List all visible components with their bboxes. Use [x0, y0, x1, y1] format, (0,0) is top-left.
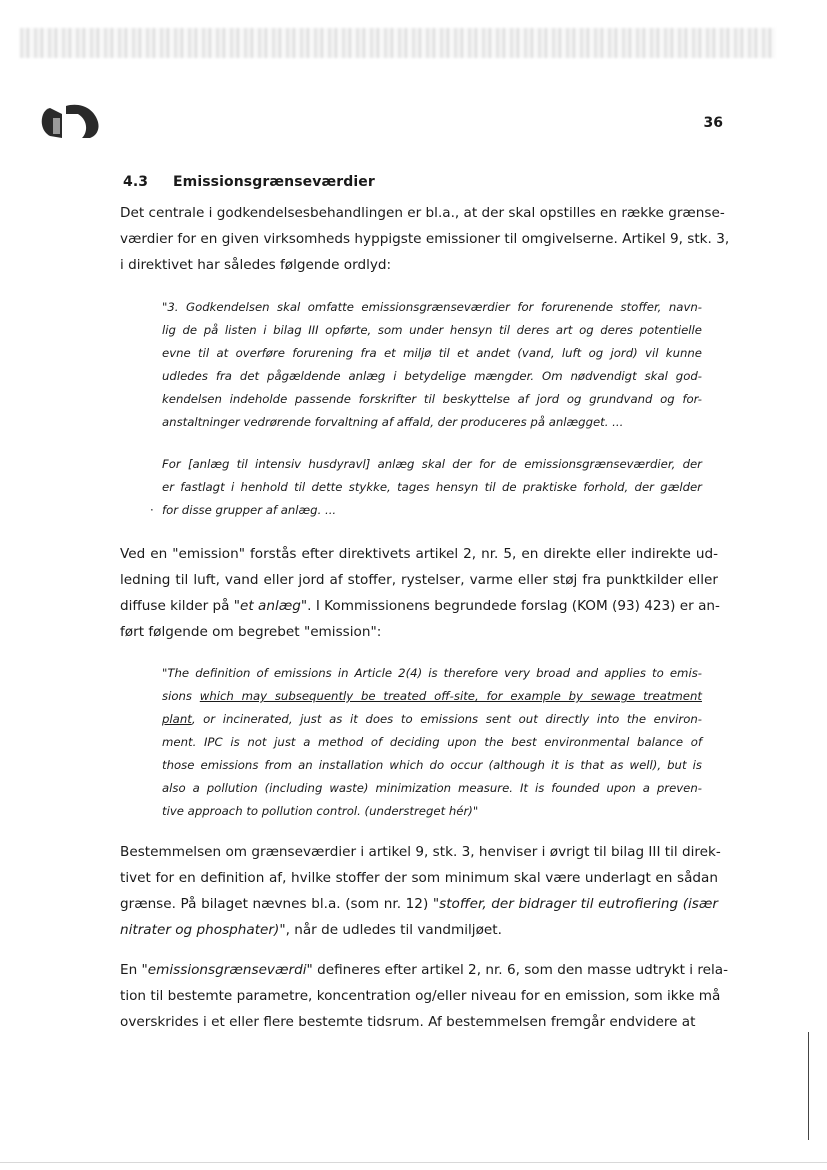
section-number: 4.3 — [123, 174, 149, 190]
quote-article-9 — [162, 296, 702, 434]
text-line — [120, 917, 718, 943]
text-run: defineres efter artikel 2, nr. 6, som den masse udtrykt i rela- — [312, 962, 729, 978]
text-run: diffuse kilder på — [120, 598, 234, 614]
publisher-logo-icon — [36, 100, 106, 142]
section-heading — [123, 174, 375, 190]
stray-dot: · — [150, 503, 154, 517]
quote-line: udledes fra det pågældende anlæg i betydelige mængder. Om nødvendigt skal god- — [162, 369, 702, 383]
text-line — [120, 957, 729, 983]
quote-line — [162, 685, 702, 708]
text-line: i direktivet har således følgende ordlyd: — [120, 257, 392, 273]
scan-artifact-band — [20, 28, 775, 58]
text-run: , når de udledes til vandmiljøet. — [285, 922, 502, 938]
text-run: sions — [162, 689, 200, 703]
underlined-phrase: plant — [162, 712, 192, 726]
quoted-term: "stoffer, der bidrager til eutrofiering (især — [432, 896, 718, 912]
quote-line: lig de på listen i bilag III opførte, som under hensyn til deres art og deres potentielle — [162, 323, 702, 337]
text-run: grænse. På bilaget nævnes bl.a. (som nr. 12) — [120, 896, 433, 912]
text-line: Bestemmelsen om grænseværdier i artikel 9, stk. 3, henviser i øvrigt til bilag III til direk- — [120, 844, 721, 860]
quote-line: ment. IPC is not just a method of deciding upon the best environmental balance of — [162, 735, 702, 749]
paragraph-emission — [120, 541, 718, 645]
text-line: Det centrale i godkendelsesbehandlingen er bl.a., at der skal opstilles en række grænse- — [120, 205, 725, 221]
text-line: tivet for en definition af, hvilke stoffer der som minimum skal være underlagt en sådan — [120, 870, 718, 886]
text-line: ført følgende om begrebet "emission": — [120, 624, 382, 640]
quote-ipc — [162, 662, 702, 823]
text-line: værdier for en given virksomheds hyppigste emissioner til omgivelserne. Artikel 9, stk. 3, — [120, 231, 730, 247]
quote-line: tive approach to pollution control. (understreget hér)" — [162, 804, 479, 818]
quote-line: For [anlæg til intensiv husdyravl] anlæg skal der for de emissionsgrænseværdier, der — [162, 457, 702, 471]
scan-edge-line — [808, 1032, 809, 1140]
quote-line: those emissions from an installation which do occur (although it is that as well), but is — [162, 758, 702, 772]
text-line: overskrides i et eller flere bestemte tidsrum. Af bestemmelsen fremgår endvidere at — [120, 1014, 696, 1030]
scan-bottom-edge — [0, 1162, 827, 1163]
quote-line: anstaltninger vedrørende forvaltning af affald, der produceres på anlægget. ... — [162, 415, 624, 429]
underlined-phrase: which may subsequently be treated off-site, for example by sewage treatment — [199, 689, 702, 703]
quote-line: also a pollution (including waste) minimization measure. It is founded upon a preven- — [162, 781, 702, 795]
quote-line: "The definition of emissions in Article 2(4) is therefore very broad and applies to emis- — [162, 666, 702, 680]
section-title: Emissionsgrænseværdier — [173, 174, 375, 190]
quote-line — [150, 499, 702, 522]
text-run: . I Kommissionens begrundede forslag (KOM (93) 423) er an- — [307, 598, 720, 614]
term-et-anlaeg: "et anlæg" — [233, 598, 308, 614]
quote-line-text: for disse grupper af anlæg. ... — [162, 503, 337, 517]
text-line — [120, 593, 718, 619]
text-run: , or incinerated, just as it does to emissions sent out directly into the environ- — [191, 712, 702, 726]
quote-line — [162, 708, 702, 731]
text-line: ledning til luft, vand eller jord af stoffer, rystelser, varme eller støj fra punktkilder eller — [120, 572, 718, 588]
quote-line: er fastlagt i henhold til dette stykke, tages hensyn til de praktiske forhold, der gælder — [162, 480, 702, 494]
text-line — [120, 891, 718, 917]
quoted-term: "emissionsgrænseværdi" — [141, 962, 313, 978]
page-number: 36 — [703, 115, 723, 131]
paragraph-definition — [120, 957, 729, 1035]
quote-line: kendelsen indeholde passende forskrifter til beskyttelse af jord og grundvand og for- — [162, 392, 702, 406]
paragraph-intro — [120, 200, 730, 278]
text-line: tion til bestemte parametre, koncentration og/eller niveau for en emission, som ikke må — [120, 988, 721, 1004]
quote-line: evne til at overføre forurening fra et miljø til et andet (vand, luft og jord) vil kunne — [162, 346, 702, 360]
quote-livestock — [150, 453, 702, 522]
quoted-term: nitrater og phosphater)" — [120, 922, 286, 938]
text-run: En — [120, 962, 142, 978]
text-line: Ved en "emission" forstås efter direktivets artikel 2, nr. 5, en direkte eller indirekte ud- — [120, 546, 718, 562]
quote-line: "3. Godkendelsen skal omfatte emissionsgrænseværdier for forurenende stoffer, navn- — [162, 300, 702, 314]
paragraph-grænseværdier — [120, 839, 721, 943]
